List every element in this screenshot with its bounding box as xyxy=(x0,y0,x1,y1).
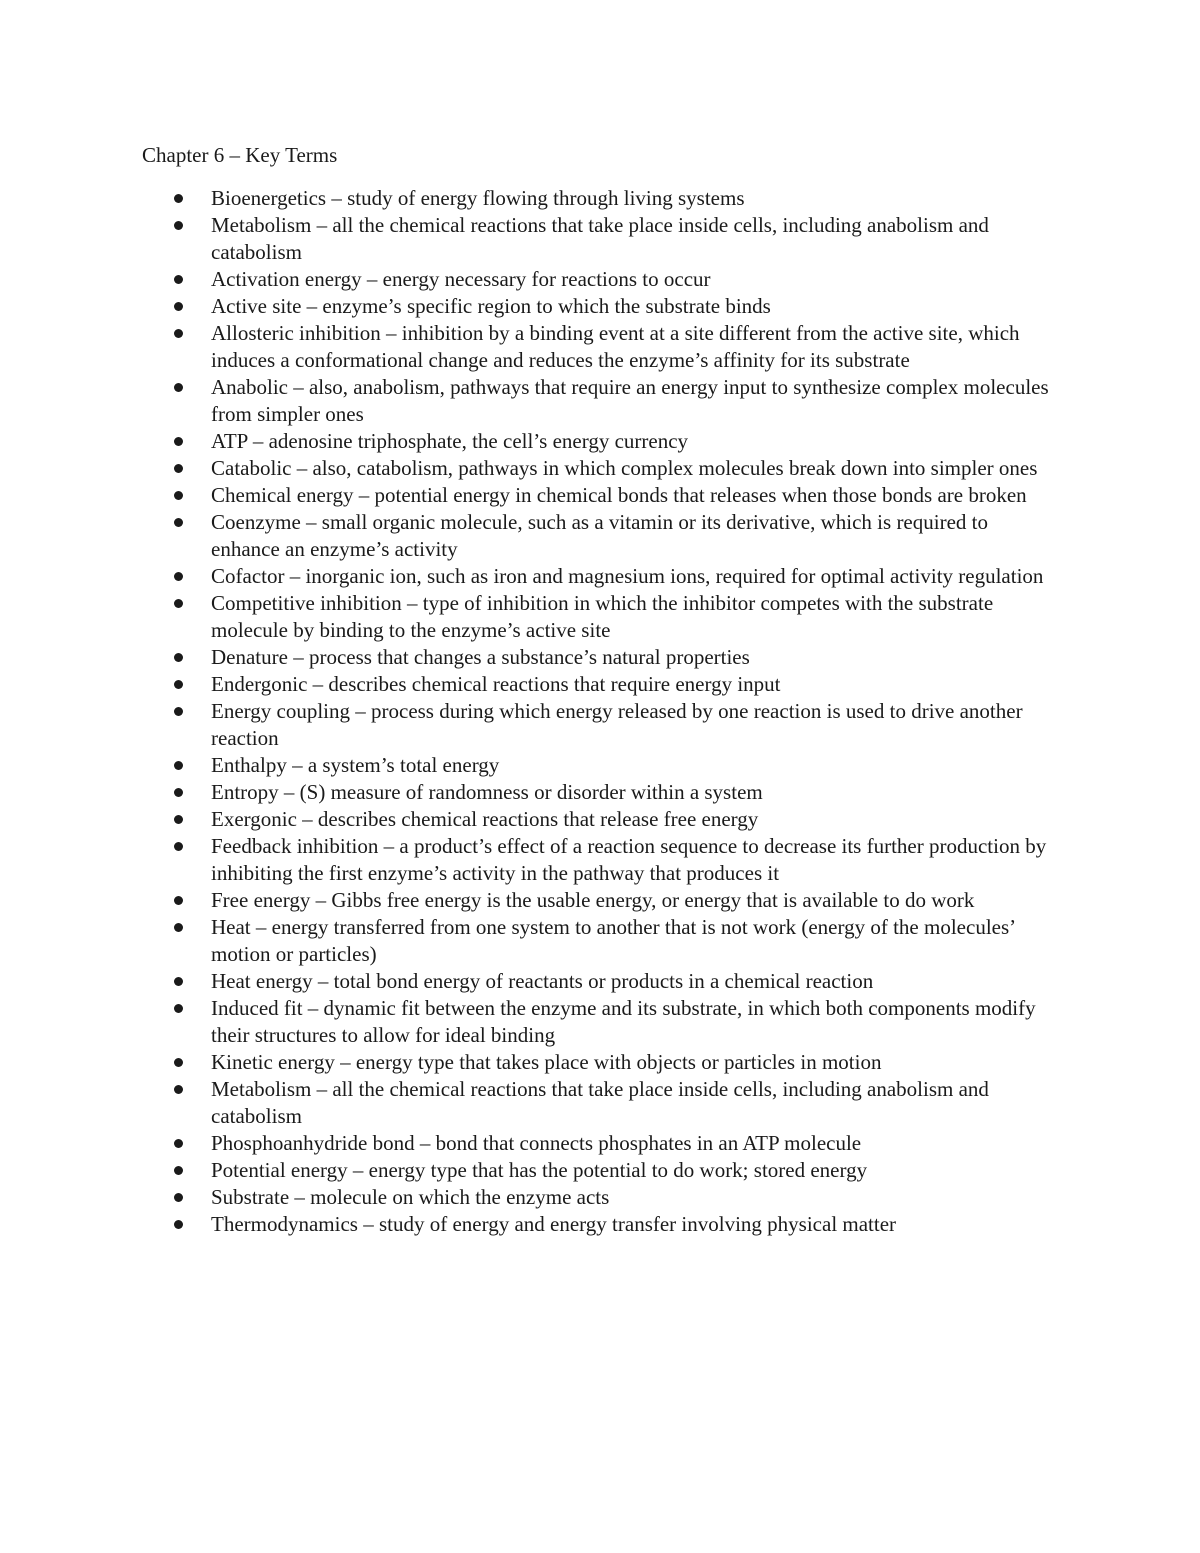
bullet-icon xyxy=(174,599,183,608)
key-term-text: Metabolism – all the chemical reactions that take place inside cells, including anabolism and catabolism xyxy=(211,213,989,264)
key-term-item xyxy=(142,1184,1052,1211)
key-term-item xyxy=(142,1211,1052,1238)
bullet-icon xyxy=(174,329,183,338)
bullet-icon xyxy=(174,680,183,689)
key-term-text: Cofactor – inorganic ion, such as iron and magnesium ions, required for optimal activity regulation xyxy=(211,564,1044,588)
bullet-icon xyxy=(174,491,183,500)
key-term-text: Free energy – Gibbs free energy is the usable energy, or energy that is available to do work xyxy=(211,888,975,912)
key-term-text: ATP – adenosine triphosphate, the cell’s energy currency xyxy=(211,429,689,453)
key-term-item xyxy=(142,428,1052,455)
key-term-text: Chemical energy – potential energy in chemical bonds that releases when those bonds are broken xyxy=(211,483,1027,507)
key-term-item xyxy=(142,779,1052,806)
bullet-icon xyxy=(174,896,183,905)
key-term-item xyxy=(142,995,1052,1049)
page-title: Chapter 6 – Key Terms xyxy=(142,143,338,167)
key-term-item xyxy=(142,887,1052,914)
key-term-item xyxy=(142,212,1052,266)
bullet-icon xyxy=(174,923,183,932)
key-term-item xyxy=(142,914,1052,968)
bullet-icon xyxy=(174,1085,183,1094)
key-term-text: Activation energy – energy necessary for reactions to occur xyxy=(211,267,711,291)
key-term-text: Coenzyme – small organic molecule, such as a vitamin or its derivative, which is required to enhance an enzyme’s activity xyxy=(211,510,988,561)
key-term-text: Competitive inhibition – type of inhibition in which the inhibitor competes with the substrate molecule by binding to the enzyme’s active site xyxy=(211,591,994,642)
key-term-item xyxy=(142,320,1052,374)
key-term-text: Heat – energy transferred from one system to another that is not work (energy of the molecules’ motion or particles) xyxy=(211,915,1015,966)
key-term-text: Kinetic energy – energy type that takes place with objects or particles in motion xyxy=(211,1050,882,1074)
key-term-item xyxy=(142,1157,1052,1184)
key-terms-list xyxy=(142,185,1052,1238)
key-term-text: Induced fit – dynamic fit between the enzyme and its substrate, in which both components modify their structures to allow for ideal binding xyxy=(211,996,1036,1047)
key-term-item xyxy=(142,1049,1052,1076)
key-term-item xyxy=(142,833,1052,887)
bullet-icon xyxy=(174,761,183,770)
key-term-text: Thermodynamics – study of energy and energy transfer involving physical matter xyxy=(211,1212,897,1236)
key-term-text: Metabolism – all the chemical reactions that take place inside cells, including anabolism and catabolism xyxy=(211,1077,989,1128)
key-term-text: Enthalpy – a system’s total energy xyxy=(211,753,500,777)
bullet-icon xyxy=(174,437,183,446)
key-term-item xyxy=(142,752,1052,779)
bullet-icon xyxy=(174,842,183,851)
key-term-item xyxy=(142,266,1052,293)
key-term-item xyxy=(142,509,1052,563)
key-term-item xyxy=(142,590,1052,644)
bullet-icon xyxy=(174,1004,183,1013)
key-term-text: Substrate – molecule on which the enzyme acts xyxy=(211,1185,610,1209)
key-term-text: Endergonic – describes chemical reactions that require energy input xyxy=(211,672,781,696)
key-term-text: Exergonic – describes chemical reactions that release free energy xyxy=(211,807,759,831)
key-term-text: Energy coupling – process during which energy released by one reaction is used to drive another reaction xyxy=(211,699,1023,750)
key-term-item xyxy=(142,644,1052,671)
key-term-text: Allosteric inhibition – inhibition by a binding event at a site different from the active site, which induces a conformational change and reduces the enzyme’s affinity for its substrate xyxy=(211,321,1020,372)
key-term-item xyxy=(142,698,1052,752)
key-term-item xyxy=(142,563,1052,590)
bullet-icon xyxy=(174,707,183,716)
bullet-icon xyxy=(174,221,183,230)
key-term-text: Bioenergetics – study of energy flowing through living systems xyxy=(211,186,745,210)
bullet-icon xyxy=(174,302,183,311)
key-term-item xyxy=(142,806,1052,833)
bullet-icon xyxy=(174,1166,183,1175)
key-term-item xyxy=(142,1076,1052,1130)
key-term-item xyxy=(142,293,1052,320)
key-term-item xyxy=(142,374,1052,428)
key-term-item xyxy=(142,671,1052,698)
key-term-text: Feedback inhibition – a product’s effect of a reaction sequence to decrease its further production by inhibiting the first enzyme’s activity in the pathway that produces it xyxy=(211,834,1047,885)
key-term-text: Phosphoanhydride bond – bond that connects phosphates in an ATP molecule xyxy=(211,1131,862,1155)
key-term-text: Active site – enzyme’s specific region to which the substrate binds xyxy=(211,294,771,318)
bullet-icon xyxy=(174,194,183,203)
key-term-text: Potential energy – energy type that has the potential to do work; stored energy xyxy=(211,1158,868,1182)
bullet-icon xyxy=(174,464,183,473)
key-term-item xyxy=(142,185,1052,212)
key-term-item xyxy=(142,455,1052,482)
bullet-icon xyxy=(174,383,183,392)
key-term-item xyxy=(142,482,1052,509)
key-term-item xyxy=(142,1130,1052,1157)
bullet-icon xyxy=(174,572,183,581)
bullet-icon xyxy=(174,1058,183,1067)
bullet-icon xyxy=(174,815,183,824)
bullet-icon xyxy=(174,1193,183,1202)
bullet-icon xyxy=(174,1220,183,1229)
key-term-item xyxy=(142,968,1052,995)
key-term-text: Entropy – (S) measure of randomness or disorder within a system xyxy=(211,780,763,804)
bullet-icon xyxy=(174,275,183,284)
key-term-text: Heat energy – total bond energy of reactants or products in a chemical reaction xyxy=(211,969,874,993)
key-term-text: Catabolic – also, catabolism, pathways in which complex molecules break down into simpler ones xyxy=(211,456,1038,480)
bullet-icon xyxy=(174,1139,183,1148)
bullet-icon xyxy=(174,788,183,797)
bullet-icon xyxy=(174,977,183,986)
bullet-icon xyxy=(174,653,183,662)
bullet-icon xyxy=(174,518,183,527)
key-term-text: Denature – process that changes a substance’s natural properties xyxy=(211,645,750,669)
key-term-text: Anabolic – also, anabolism, pathways that require an energy input to synthesize complex molecules from simpler ones xyxy=(211,375,1049,426)
